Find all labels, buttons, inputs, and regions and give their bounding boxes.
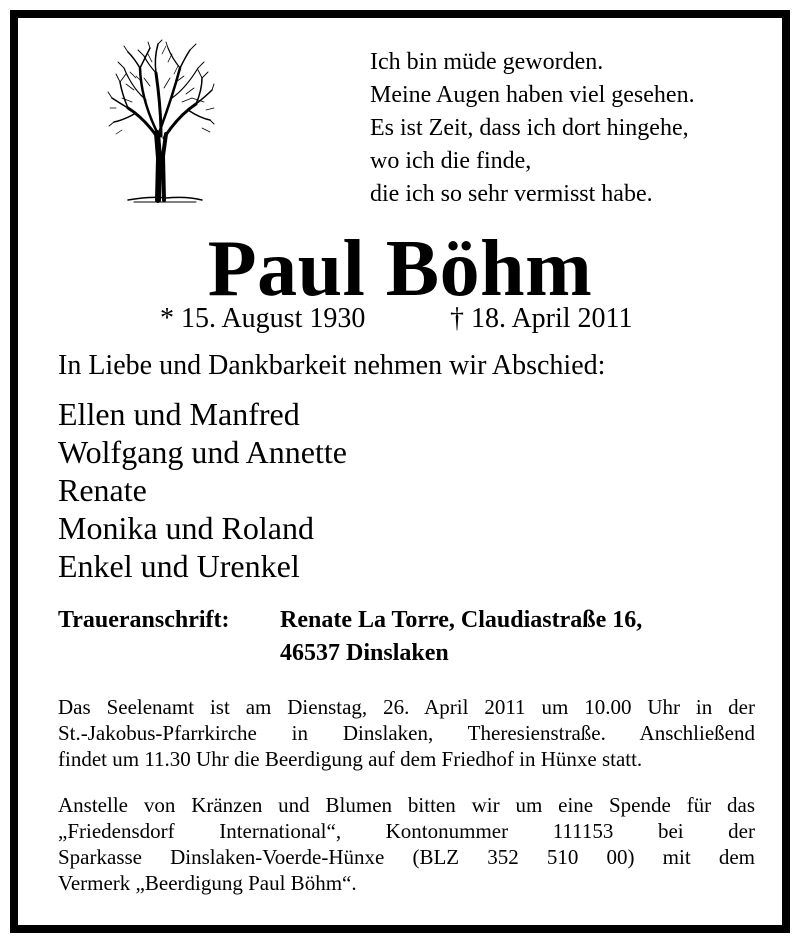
poem-line: die ich so sehr vermisst habe. [370,181,653,207]
mourner-entry: Wolfgang und Annette [58,434,347,470]
address-line-2: 46537 Dinslaken [280,640,449,666]
paragraph-line: Anstelle von Kränzen und Blumen bitten wir um eine Spende für das [58,793,755,817]
poem [370,46,695,211]
poem-line: wo ich die finde, [370,148,532,174]
paragraph-line: St.-Jakobus-Pfarrkirche in Dinslaken, Theresienstraße. Anschließend [58,721,755,745]
paragraph-line: Vermerk „Beerdigung Paul Böhm“. [58,871,357,895]
birth-date: * 15. August 1930 [160,303,366,334]
mourners-list [58,395,347,585]
deceased-name: Paul Böhm [207,225,593,313]
mourner-entry: Monika und Roland [58,510,314,546]
paragraph-line: Sparkasse Dinslaken-Voerde-Hünxe (BLZ 352 510 00) mit dem [58,845,755,869]
farewell-intro: In Liebe und Dankbarkeit nehmen wir Abschied: [58,350,606,381]
service-paragraph [58,694,755,772]
poem-line: Meine Augen haben viel gesehen. [370,82,695,108]
address-line-1: Renate La Torre, Claudiastraße 16, [280,607,643,633]
mourner-entry: Renate [58,472,147,508]
donation-paragraph [58,792,755,896]
mourner-entry: Enkel und Urenkel [58,548,300,584]
bare-tree-icon [106,38,216,208]
poem-line: Es ist Zeit, dass ich dort hingehe, [370,115,689,141]
paragraph-line: findet um 11.30 Uhr die Beerdigung auf dem Friedhof in Hünxe statt. [58,747,643,771]
paragraph-line: „Friedensdorf International“, Kontonummer 111153 bei der [58,819,755,843]
address-label: Traueranschrift: [58,607,230,633]
life-dates [18,303,782,339]
obituary-frame [10,10,790,933]
death-date: † 18. April 2011 [450,303,633,334]
poem-line: Ich bin müde geworden. [370,49,604,75]
paragraph-line: Das Seelenamt ist am Dienstag, 26. April 2011 um 10.00 Uhr in der [58,695,755,719]
mourner-entry: Ellen und Manfred [58,396,300,432]
